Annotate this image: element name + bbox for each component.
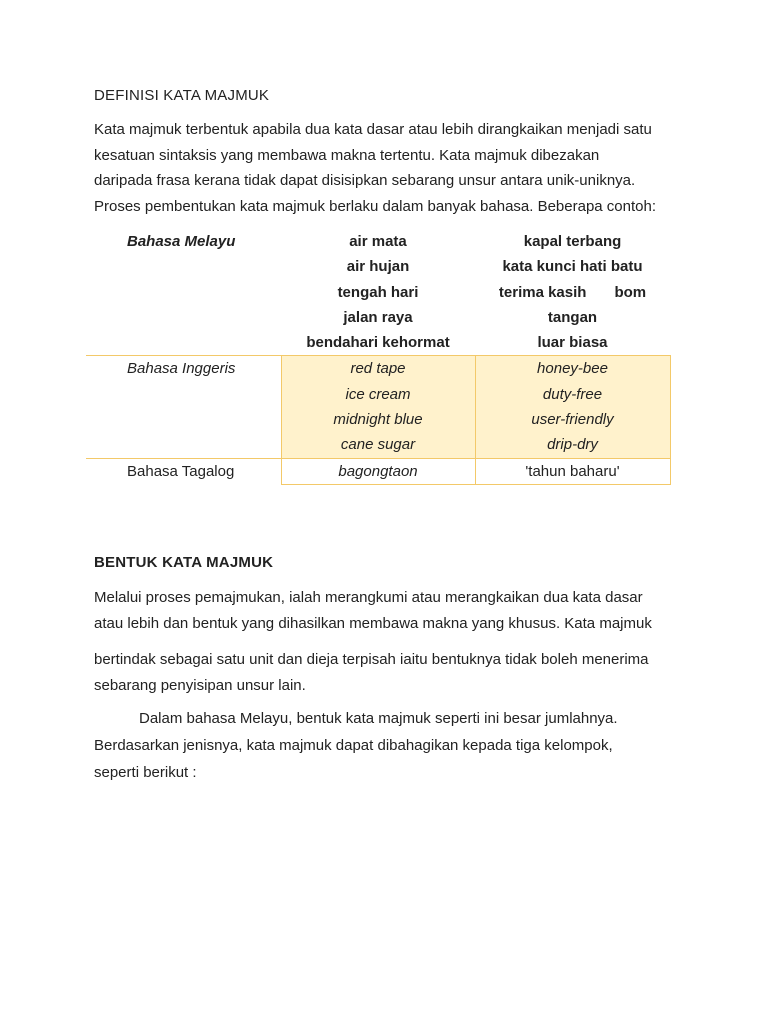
- table-cell: midnight blue: [281, 407, 475, 432]
- definition-paragraph: [94, 117, 694, 219]
- table-cell: [86, 254, 281, 279]
- table-row: [86, 458, 670, 484]
- table-cell: air mata: [349, 233, 407, 250]
- language-label-melayu: Bahasa Melayu: [127, 233, 236, 250]
- table-cell: bendahari kehormat: [306, 334, 450, 352]
- table-cell: tangan: [547, 308, 598, 326]
- paragraph-line: daripada frasa kerana tidak dapat disisipkan sebarang unsur antara unik-uniknya.: [94, 172, 636, 189]
- paragraph-line: kesatuan sintaksis yang membawa makna tertentu. Kata majmuk dibezakan: [94, 146, 600, 164]
- table-cell: honey-bee: [475, 356, 670, 382]
- table-cell: jalan raya: [343, 308, 413, 326]
- table-row: [86, 382, 670, 407]
- paragraph-line: seperti berikut :: [94, 764, 197, 781]
- paragraph-line: Kata majmuk terbentuk apabila dua kata dasar atau lebih dirangkaikan menjadi satu: [94, 121, 652, 138]
- table-cell-text: terima kasih: [498, 283, 587, 301]
- table-row: [86, 330, 670, 356]
- table-row: [86, 229, 670, 254]
- paragraph-line: atau lebih dan bentuk yang dihasilkan membawa makna yang khusus. Kata majmuk: [94, 615, 652, 632]
- table-row: [86, 305, 670, 330]
- table-cell: [86, 432, 281, 458]
- table-cell: [475, 280, 670, 305]
- paragraph-line: sebarang penyisipan unsur lain.: [94, 677, 306, 694]
- table-cell: [86, 305, 281, 330]
- table-row: [86, 432, 670, 458]
- section-heading-bentuk: BENTUK KATA MAJMUK: [94, 554, 274, 571]
- table-row: [86, 356, 670, 382]
- table-cell: ice cream: [281, 382, 475, 407]
- table-cell: red tape: [281, 356, 475, 382]
- table-cell: [86, 280, 281, 305]
- table-cell: cane sugar: [281, 432, 475, 458]
- table-cell: bagongtaon: [281, 458, 475, 484]
- language-label-tagalog: Bahasa Tagalog: [86, 458, 281, 484]
- table-cell: kata kunci hati batu: [502, 258, 643, 276]
- paragraph-line: Melalui proses pemajmukan, ialah merangkumi atau merangkaikan dua kata dasar: [94, 589, 643, 606]
- table-cell: air hujan: [346, 258, 410, 276]
- table-cell-text: bom: [614, 283, 647, 301]
- examples-table: [86, 229, 671, 485]
- paragraph-line: Proses pembentukan kata majmuk berlaku dalam banyak bahasa. Beberapa contoh:: [94, 197, 657, 215]
- table-cell: kapal terbang: [523, 233, 622, 250]
- table-cell: [86, 382, 281, 407]
- table-cell: duty-free: [475, 382, 670, 407]
- table-cell: user-friendly: [475, 407, 670, 432]
- table-cell: [86, 330, 281, 356]
- table-cell: [86, 407, 281, 432]
- section-heading-definisi: DEFINISI KATA MAJMUK: [94, 87, 270, 104]
- table-cell: luar biasa: [537, 334, 608, 352]
- table-cell: drip-dry: [475, 432, 670, 458]
- paragraph-line: bertindak sebagai satu unit dan dieja terpisah iaitu bentuknya tidak boleh menerima: [94, 651, 649, 668]
- paragraph-line: Berdasarkan jenisnya, kata majmuk dapat dibahagikan kepada tiga kelompok,: [94, 737, 613, 754]
- table-row: [86, 280, 670, 305]
- table-cell: 'tahun baharu': [475, 458, 670, 484]
- table-row: [86, 407, 670, 432]
- paragraph-line: Dalam bahasa Melayu, bentuk kata majmuk seperti ini besar jumlahnya.: [139, 710, 618, 727]
- jenis-paragraph: [94, 705, 694, 786]
- table-cell: tengah hari: [337, 283, 419, 301]
- language-label-inggeris: Bahasa Inggeris: [86, 356, 281, 382]
- table-row: [86, 254, 670, 279]
- bentuk-paragraph: [94, 585, 694, 699]
